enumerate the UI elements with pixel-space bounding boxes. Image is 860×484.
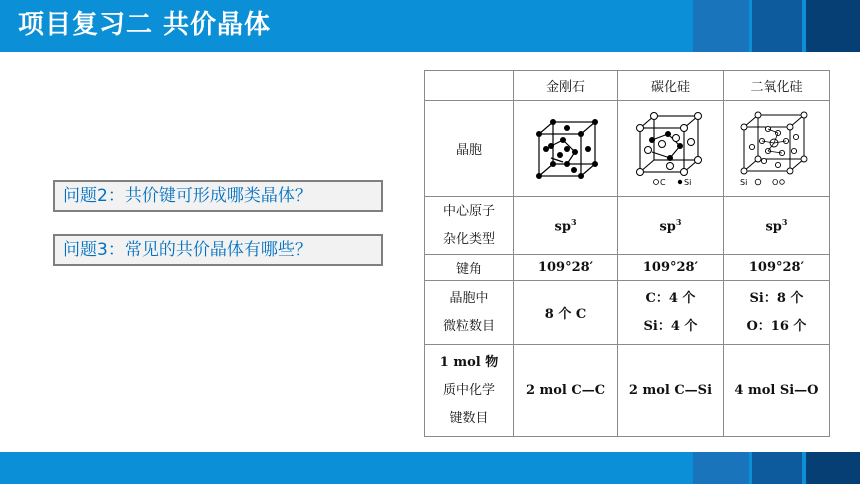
- sio2-hybrid-value: sp: [765, 219, 782, 235]
- table-row-hybridization: [425, 197, 830, 255]
- sio2-hybrid: [723, 197, 829, 255]
- sic-hybrid: [617, 197, 723, 255]
- question-3-box: [53, 234, 383, 266]
- row-label-bonds-line2: 质中化学: [443, 382, 496, 398]
- sic-hybrid-sup: 3: [675, 216, 682, 227]
- row-label-particles-line1: 晶胞中: [449, 290, 489, 306]
- header-bar: [0, 0, 860, 52]
- row-label-bond-angle: 键角: [425, 255, 514, 281]
- question-2-text: 问题2：共价键可形成哪类晶体？: [63, 186, 312, 206]
- corner-cell: [425, 71, 514, 101]
- sio2-hybrid-sup: 3: [781, 216, 788, 227]
- diamond-angle: 109°28′: [514, 255, 618, 281]
- sic-particles: [617, 281, 723, 345]
- sio2-legend-o: O: [772, 177, 779, 187]
- sio2-legend-si: Si: [740, 177, 748, 187]
- row-label-hybrid-line1: 中心原子: [443, 203, 496, 219]
- question-3-text: 问题3：常见的共价晶体有哪些？: [63, 240, 312, 260]
- diamond-particles: 8 个 C: [514, 281, 618, 345]
- row-label-hybrid-line2: 杂化类型: [443, 231, 496, 247]
- table-row-particles: [425, 281, 830, 345]
- table-row-bond-angle: [425, 255, 830, 281]
- row-label-particles-line2: 微粒数目: [443, 318, 496, 334]
- sic-particles-line1: C：4 个: [645, 290, 696, 306]
- sic-hybrid-value: sp: [659, 219, 676, 235]
- footer-deco-2: [752, 452, 802, 484]
- question-2-box: [53, 180, 383, 212]
- covalent-crystal-table: [424, 70, 830, 437]
- sic-bonds: 2 mol C—Si: [617, 345, 723, 437]
- table-header-row: [425, 71, 830, 101]
- sic-unit-cell: [617, 101, 723, 197]
- col-header-sic: 碳化硅: [617, 71, 723, 101]
- diamond-unit-cell: [514, 101, 618, 197]
- sio2-particles: [723, 281, 829, 345]
- sic-angle: 109°28′: [617, 255, 723, 281]
- header-deco-3: [806, 0, 860, 52]
- sio2-unit-cell: [723, 101, 829, 197]
- footer-deco-1: [693, 452, 749, 484]
- table-row-bonds: [425, 345, 830, 437]
- sic-legend-si: Si: [684, 177, 692, 186]
- row-label-unit-cell: 晶胞: [425, 101, 514, 197]
- footer-bar: [0, 452, 860, 484]
- row-label-hybridization: [425, 197, 514, 255]
- row-label-bonds-line3: 键数目: [449, 410, 489, 426]
- sio2-particles-line2: O：16 个: [746, 318, 807, 334]
- diamond-bonds: 2 mol C—C: [514, 345, 618, 437]
- diamond-hybrid: [514, 197, 618, 255]
- sio2-bonds: 4 mol Si—O: [723, 345, 829, 437]
- col-header-sio2: 二氧化硅: [723, 71, 829, 101]
- row-label-particles: [425, 281, 514, 345]
- row-label-bonds-line1: 1 mol 物: [439, 354, 499, 370]
- header-deco-2: [752, 0, 802, 52]
- sio2-angle: 109°28′: [723, 255, 829, 281]
- page-title: 项目复习二 共价晶体: [18, 10, 272, 40]
- sic-lattice-image: [634, 112, 706, 186]
- sio2-particles-line1: Si：8 个: [749, 290, 804, 306]
- diamond-lattice-image: [531, 114, 601, 184]
- diamond-hybrid-sup: 3: [570, 216, 577, 227]
- sic-legend-c: C: [660, 177, 667, 186]
- header-deco-1: [693, 0, 749, 52]
- row-label-bonds: [425, 345, 514, 437]
- sic-particles-line2: Si：4 个: [643, 318, 698, 334]
- footer-deco-3: [806, 452, 860, 484]
- table-row-unit-cell: [425, 101, 830, 197]
- sio2-lattice-image: [738, 111, 814, 187]
- col-header-diamond: 金刚石: [514, 71, 618, 101]
- diamond-hybrid-value: sp: [554, 219, 571, 235]
